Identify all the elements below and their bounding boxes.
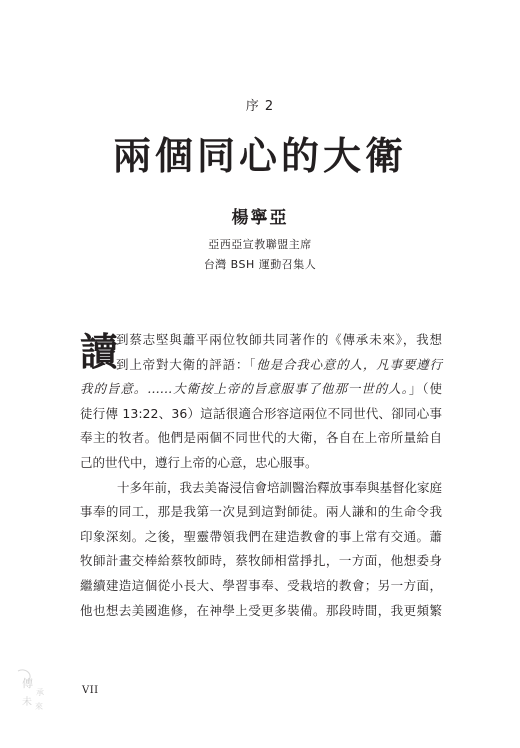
drop-cap: 讀 — [80, 329, 119, 374]
body-text — [80, 328, 442, 623]
preface-label: 序 2 — [245, 99, 275, 114]
text-line: 奉主的牧者。他們是兩個不同世代的大衛，各自在上帝所量給自 — [80, 430, 442, 446]
text-line: 繼續建造這個從小長大、學習事奉、受栽培的教會；另一方面， — [80, 577, 442, 593]
text-line: 印象深刻。之後，聖靈帶領我們在建造教會的事上常有交通。蕭 — [80, 528, 442, 544]
scripture-quote: 他是合我心意的人，凡事要遵行 — [256, 356, 442, 372]
text-line: 到上帝對大衛的評語：「他是合我心意的人，凡事要遵行 — [116, 356, 442, 372]
page-number: VII — [82, 685, 99, 696]
text-line: 十多年前，我去美崙浸信會培訓醫治釋放事奉與基督化家庭 — [117, 479, 443, 495]
page-title: 兩個同心的大衛 — [112, 133, 407, 178]
text-line: 我的旨意。……大衛按上帝的旨意服事了他那一世的人。」（使 — [80, 381, 442, 397]
svg-text:承: 承 — [36, 688, 44, 697]
scripture-quote: 我的旨意。……大衛按上帝的旨意服事了他那一世的人。 — [80, 381, 409, 397]
svg-text:傳: 傳 — [22, 677, 33, 690]
text-line: 事奉的同工，那是我第一次見到這對師徒。兩人謙和的生命令我 — [80, 504, 442, 520]
author-name: 楊寧亞 — [231, 208, 289, 228]
author-affiliation-2: 台灣 BSH 運動召集人 — [203, 258, 317, 271]
svg-text:未: 未 — [22, 697, 32, 708]
svg-text:來: 來 — [35, 702, 43, 711]
text-line: 他也想去美國進修，在神學上受更多裝備。那段時間，我更頻繁 — [80, 602, 442, 618]
author-affiliation-1: 亞西亞宣教聯盟主席 — [208, 238, 312, 251]
book-logo-icon — [16, 665, 56, 713]
text-line: 到蔡志堅與蕭平兩位牧師共同著作的《傳承未來》，我想 — [116, 332, 442, 347]
text-line: 牧師計畫交棒給蔡牧師時，蔡牧師相當掙扎，一方面，他想委身 — [80, 553, 442, 569]
text-line: 己的世代中，遵行上帝的心意，忠心服事。 — [80, 454, 318, 470]
text-line: 徒行傳 13:22、36）這話很適合形容這兩位不同世代、卻同心事 — [80, 405, 442, 421]
